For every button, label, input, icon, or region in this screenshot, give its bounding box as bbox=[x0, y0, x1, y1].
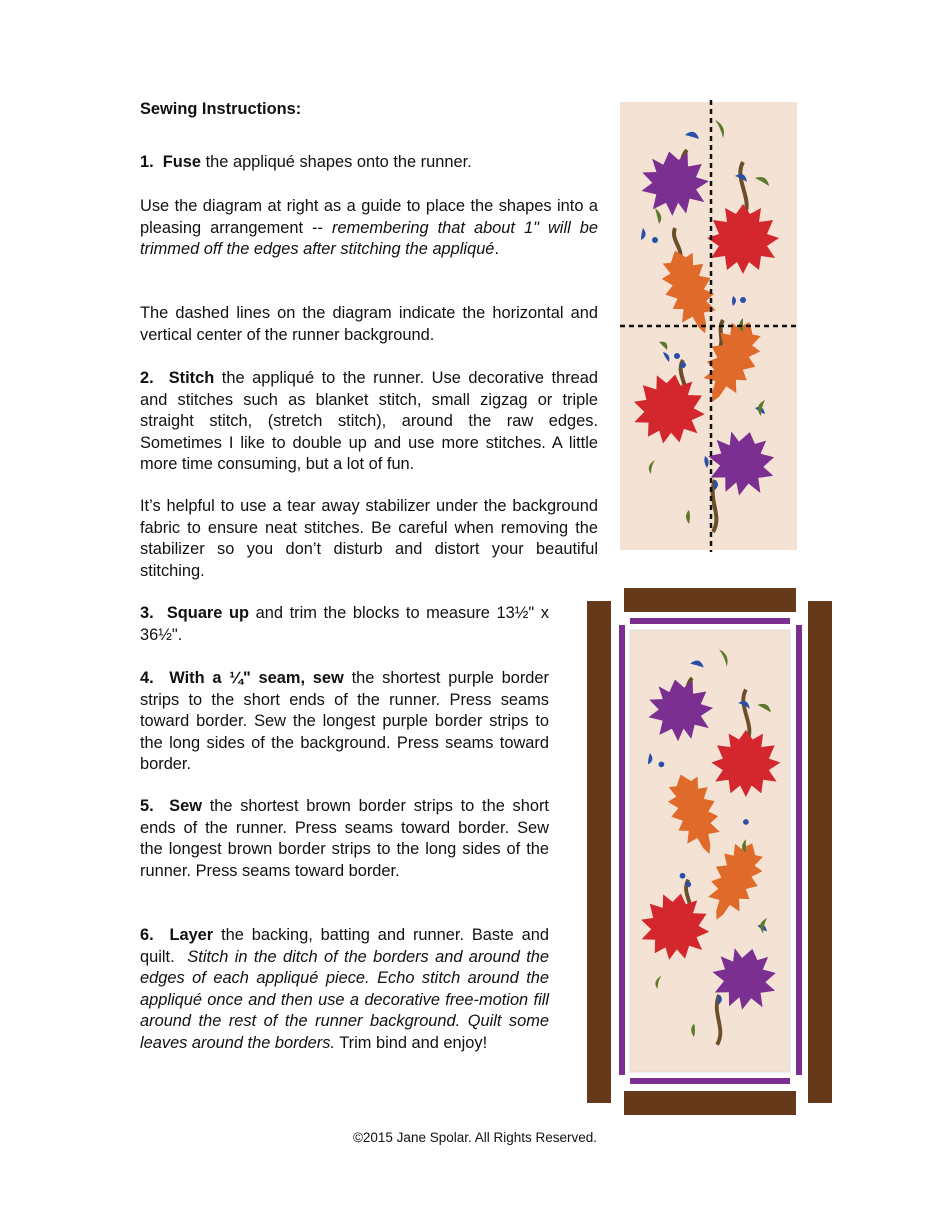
purple-border-right bbox=[796, 625, 802, 1075]
brown-border-bottom bbox=[624, 1091, 796, 1115]
step-3 bbox=[140, 603, 549, 646]
brown-border-right bbox=[808, 601, 832, 1103]
brown-border-top bbox=[624, 588, 796, 612]
step-5-keyword: Sew bbox=[169, 797, 202, 815]
purple-border-left bbox=[619, 625, 625, 1075]
purple-border-top bbox=[630, 618, 790, 624]
purple-border-bottom bbox=[630, 1078, 790, 1084]
step-6-italic: Stitch in the ditch of the borders and around the edges of each appliqué piece. Echo stitch around the appliqué once and then use a decorative free-motion fill around the rest of the runner background. Quilt some leaves around the borders. bbox=[140, 947, 549, 1052]
step-2-text: the appliqué to the runner. Use decorative thread and stitches such as blanket stitch, small zigzag or triple straight stitch, (stretch stitch), around the raw edges. Sometimes I like to double up and use more stitches. A little more time consuming, but a lot of fun. bbox=[140, 369, 598, 473]
step-1-number: 1. bbox=[140, 153, 154, 171]
border-assembly-diagram bbox=[585, 585, 837, 1119]
placement-diagram bbox=[615, 100, 800, 552]
step-3-text: and trim the blocks to measure 13½" x 36½". bbox=[140, 604, 549, 644]
step-2 bbox=[140, 368, 598, 476]
step-2-keyword: Stitch bbox=[168, 369, 215, 387]
step-5-number: 5. bbox=[140, 797, 154, 815]
step-6 bbox=[140, 925, 549, 1054]
step-4-keyword: With a ¼" seam, sew bbox=[169, 669, 344, 687]
step-3-number: 3. bbox=[140, 604, 154, 622]
page-heading: Sewing Instructions: bbox=[140, 100, 302, 118]
runner-background bbox=[630, 630, 790, 1072]
step-6-text: the backing, batting and runner. Baste and quilt. bbox=[140, 926, 550, 966]
paragraph-diagram-guide-text: Use the diagram at right as a guide to place the shapes into a pleasing arrangement -- bbox=[140, 197, 598, 237]
step-2-number: 2. bbox=[140, 369, 154, 387]
step-1-text: the appliqué shapes onto the runner. bbox=[205, 153, 472, 171]
step-3-keyword: Square up bbox=[166, 604, 250, 622]
paragraph-diagram-guide bbox=[140, 196, 598, 261]
paragraph-diagram-guide-end: . bbox=[494, 240, 499, 258]
step-6-keyword: Layer bbox=[169, 926, 214, 944]
step-4 bbox=[140, 668, 549, 776]
brown-border-left bbox=[587, 601, 611, 1103]
step-1 bbox=[140, 152, 600, 174]
step-1-keyword: Fuse bbox=[162, 153, 202, 171]
paragraph-stabilizer: It’s helpful to use a tear away stabilizer under the background fabric to ensure neat stitches. Be careful when removing the stabilizer so you don’t disturb and distort your beautiful stitching. bbox=[140, 497, 598, 580]
step-5-text: the shortest brown border strips to the short ends of the runner. Press seams toward border. Sew the longest brown border strips to the long sides of the runner. Press seams toward border. bbox=[140, 797, 549, 880]
step-5 bbox=[140, 796, 549, 882]
paragraph-dashed-lines: The dashed lines on the diagram indicate the horizontal and vertical center of the runner background. bbox=[140, 304, 598, 344]
step-6-end: Trim bind and enjoy! bbox=[339, 1033, 488, 1052]
paragraph-diagram-guide-italic: remembering that about 1" will be trimmed off the edges after stitching the appliqué bbox=[140, 218, 598, 258]
copyright-footer: ©2015 Jane Spolar. All Rights Reserved. bbox=[352, 1130, 598, 1145]
step-4-text: the shortest purple border strips to the short ends of the runner. Press seams toward border. Sew the longest purple border strips to the long sides of the background. Press seams toward border. bbox=[140, 669, 549, 773]
diagram-background bbox=[620, 102, 797, 550]
step-4-number: 4. bbox=[140, 669, 154, 687]
step-6-number: 6. bbox=[140, 926, 154, 944]
